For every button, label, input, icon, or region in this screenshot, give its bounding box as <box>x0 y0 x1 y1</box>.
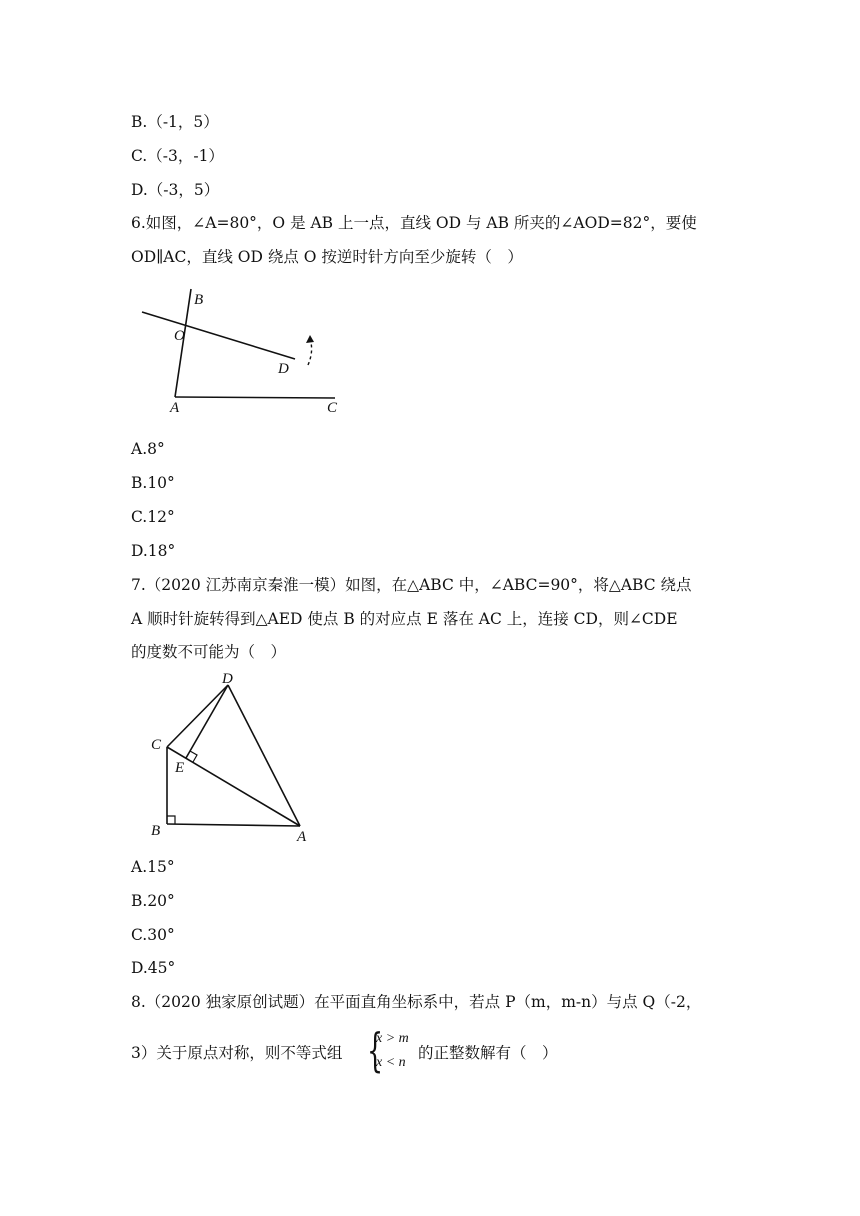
q5-option-b: B.（-1，5） <box>131 113 219 131</box>
q7-right-angle-e <box>190 751 197 762</box>
q6-stem-line1: 6.如图，∠A=80°，O 是 AB 上一点，直线 OD 与 AB 所夹的∠AOD=82°，要使 <box>131 214 697 232</box>
q7-segment-ba <box>167 824 300 826</box>
q6-label-b: B <box>194 292 204 308</box>
q8-stem-prefix: 3）关于原点对称，则不等式组 <box>131 1044 343 1062</box>
q5-option-c: C.（-3，-1） <box>131 147 224 165</box>
q8-left-brace: { <box>367 1023 384 1077</box>
q6-rotation-arrow <box>308 339 312 365</box>
q6-option-d: D.18° <box>131 542 176 560</box>
q6-label-o: O <box>174 328 185 344</box>
q7-label-b: B <box>151 823 161 839</box>
q7-option-c: C.30° <box>131 926 175 944</box>
q7-stem-line1: 7.（2020 江苏南京秦淮一模）如图，在△ABC 中，∠ABC=90°，将△ABC 绕点 <box>131 576 692 594</box>
q5-option-d: D.（-3，5） <box>131 181 220 199</box>
q6-line-od <box>142 312 295 359</box>
q7-stem-line3: 的度数不可能为（ ） <box>131 643 287 661</box>
q6-stem-line2: OD∥AC，直线 OD 绕点 O 按逆时针方向至少旋转（ ） <box>131 248 523 266</box>
q6-option-a: A.8° <box>131 440 165 458</box>
q7-right-angle-b <box>167 816 175 824</box>
q6-label-c: C <box>327 400 338 416</box>
q7-label-a: A <box>297 829 307 843</box>
q6-option-c: C.12° <box>131 508 175 526</box>
q7-label-e: E <box>175 760 185 776</box>
q7-label-d: D <box>222 671 233 687</box>
q6-label-a: A <box>170 400 180 416</box>
q8-stem-line1: 8.（2020 独家原创试题）在平面直角坐标系中，若点 P（m，m-n）与点 Q（-2， <box>131 993 702 1011</box>
q6-line-ac <box>175 397 335 398</box>
q7-option-b: B.20° <box>131 892 175 910</box>
q8-inequality-row1: x > m <box>376 1031 409 1046</box>
q7-stem-line2: A 顺时针旋转得到△AED 使点 B 的对应点 E 落在 AC 上，连接 CD，则∠CDE <box>131 610 678 628</box>
q6-option-b: B.10° <box>131 474 175 492</box>
q8-stem-suffix: 的正整数解有（ ） <box>418 1044 558 1062</box>
q7-figure <box>145 668 320 843</box>
q7-option-a: A.15° <box>131 858 175 876</box>
q8-inequality-row2: x < n <box>376 1055 406 1070</box>
q7-option-d: D.45° <box>131 959 176 977</box>
q7-label-c: C <box>151 737 162 753</box>
q6-label-d: D <box>278 361 289 377</box>
q6-arrow-head <box>306 335 314 343</box>
q6-figure <box>130 283 350 418</box>
